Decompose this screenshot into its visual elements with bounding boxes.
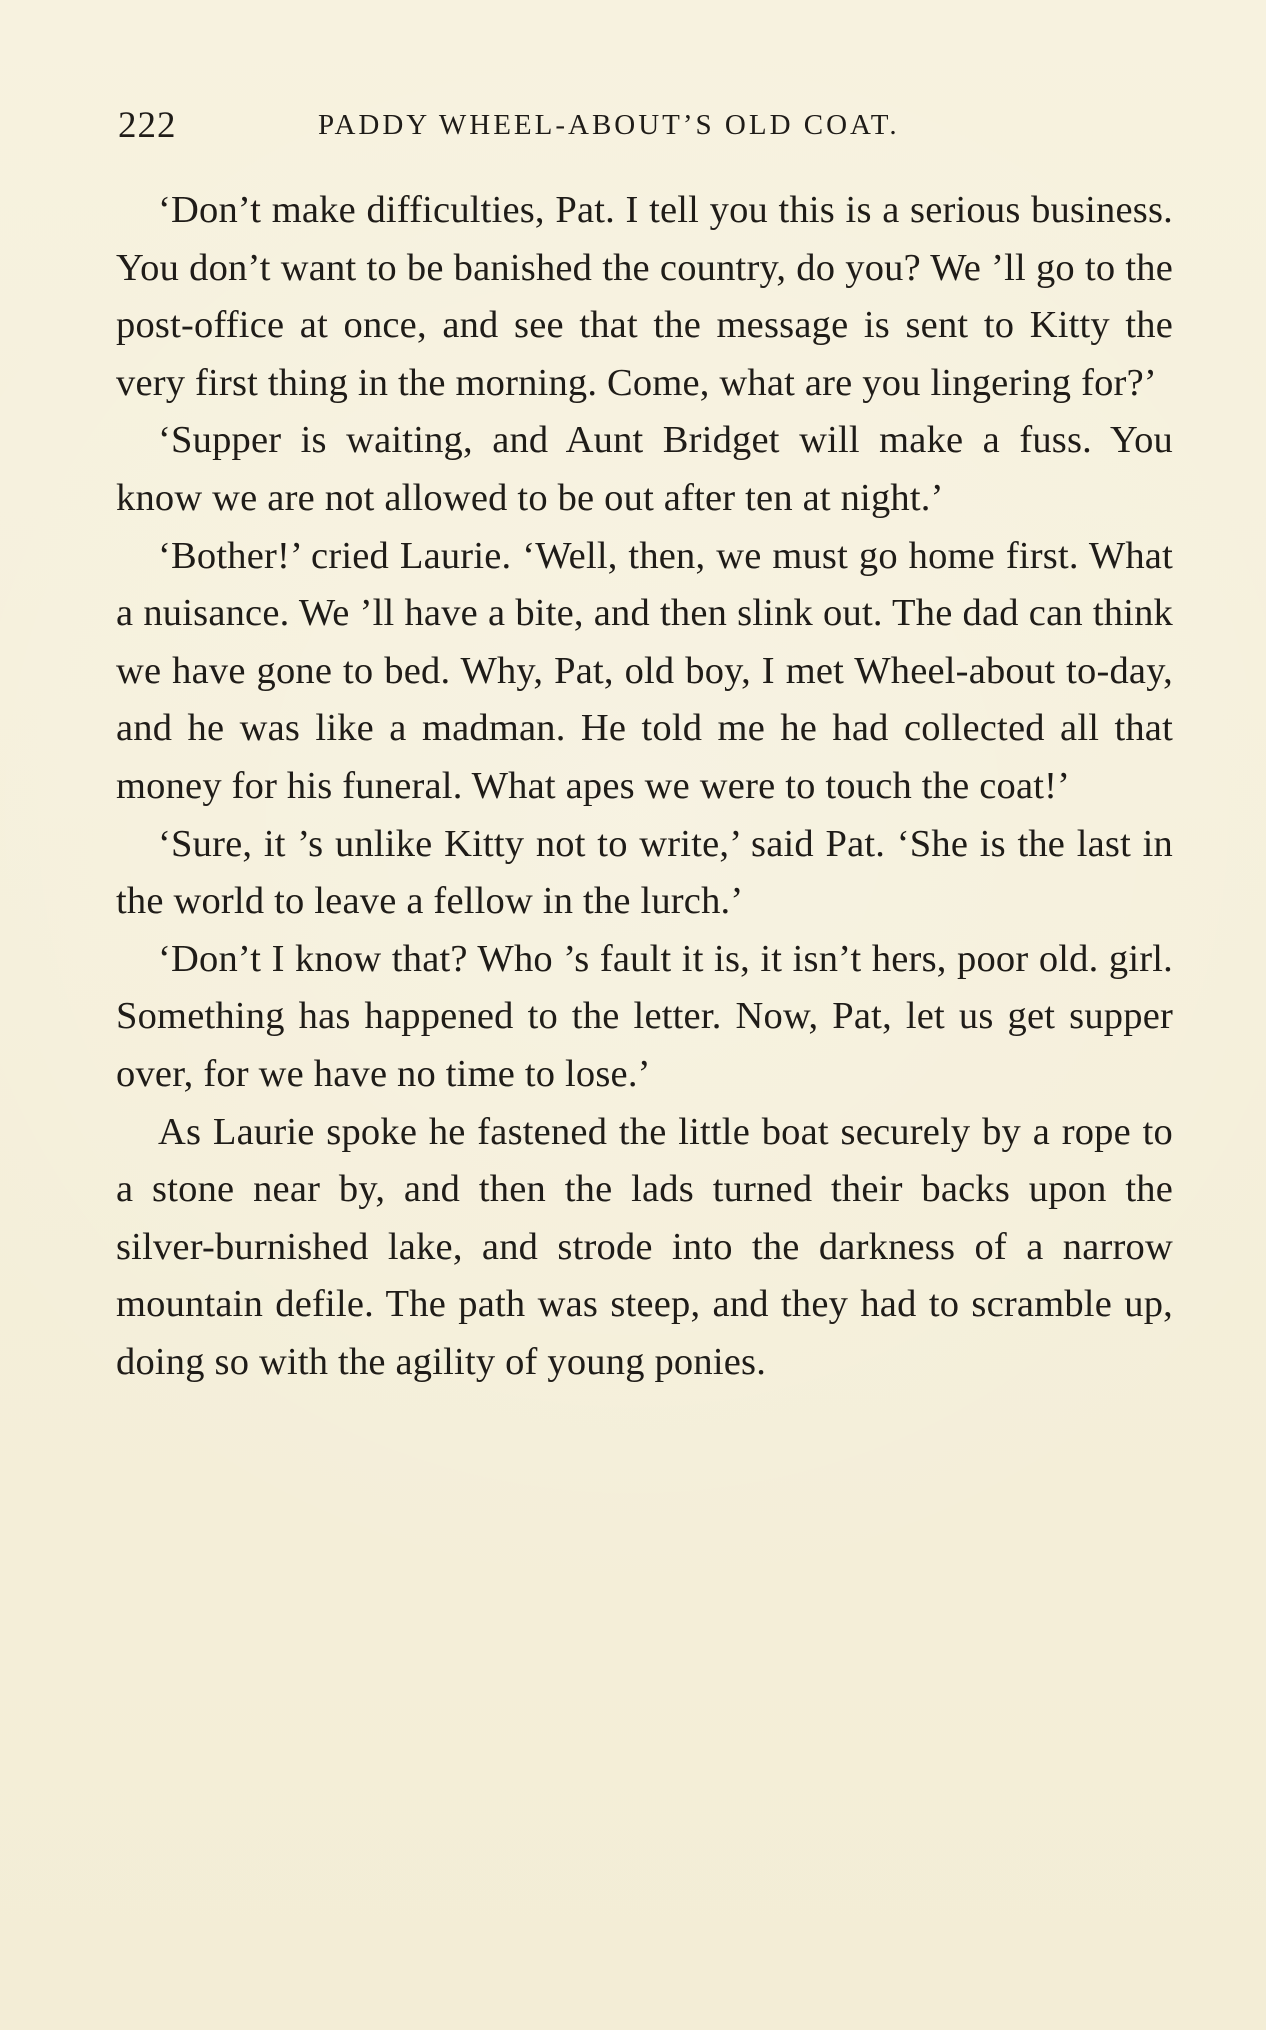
paragraph-5: ‘Don’t I know that? Who ’s fault it is, it isn’t hers, poor old. girl. Something has happened to the letter. Now, Pat, let us get supper over, for we have no time to lose.’	[116, 937, 1173, 1095]
running-head: PADDY WHEEL-ABOUT’S OLD COAT.	[318, 109, 900, 141]
body-text	[116, 182, 1173, 1391]
page-number: 222	[118, 105, 177, 146]
paragraph-6: As Laurie spoke he fastened the little boat securely by a rope to a stone near by, and then the lads turned their backs upon the silver-burnished lake, and strode into the darkness of a narrow mountain defile. The path was steep, and they had to scramble up, doing so with the agility of young ponies.	[116, 1110, 1173, 1383]
paragraph-2: ‘Supper is waiting, and Aunt Bridget will make a fuss. You know we are not allowed to be out after ten at night.’	[116, 419, 1173, 519]
paragraph-1: ‘Don’t make difficulties, Pat. I tell you this is a serious business. You don’t want to be banished the country, do you? We ’ll go to the post-office at once, and see that the message is sent to Kitty the very first thing in the morning. Come, what are you lingering for?’	[116, 189, 1173, 404]
page-header	[118, 104, 1178, 154]
paragraph-4: ‘Sure, it ’s unlike Kitty not to write,’ said Pat. ‘She is the last in the world to leave a fellow in the lurch.’	[116, 822, 1173, 923]
paragraph-3: ‘Bother!’ cried Laurie. ‘Well, then, we must go home first. What a nuisance. We ’ll have a bite, and then slink out. The dad can think we have gone to bed. Why, Pat, old boy, I met Wheel-about to-day, and he was like a madman. He told me he had collected all that money for his funeral. What apes we were to touch the coat!’	[116, 534, 1173, 807]
